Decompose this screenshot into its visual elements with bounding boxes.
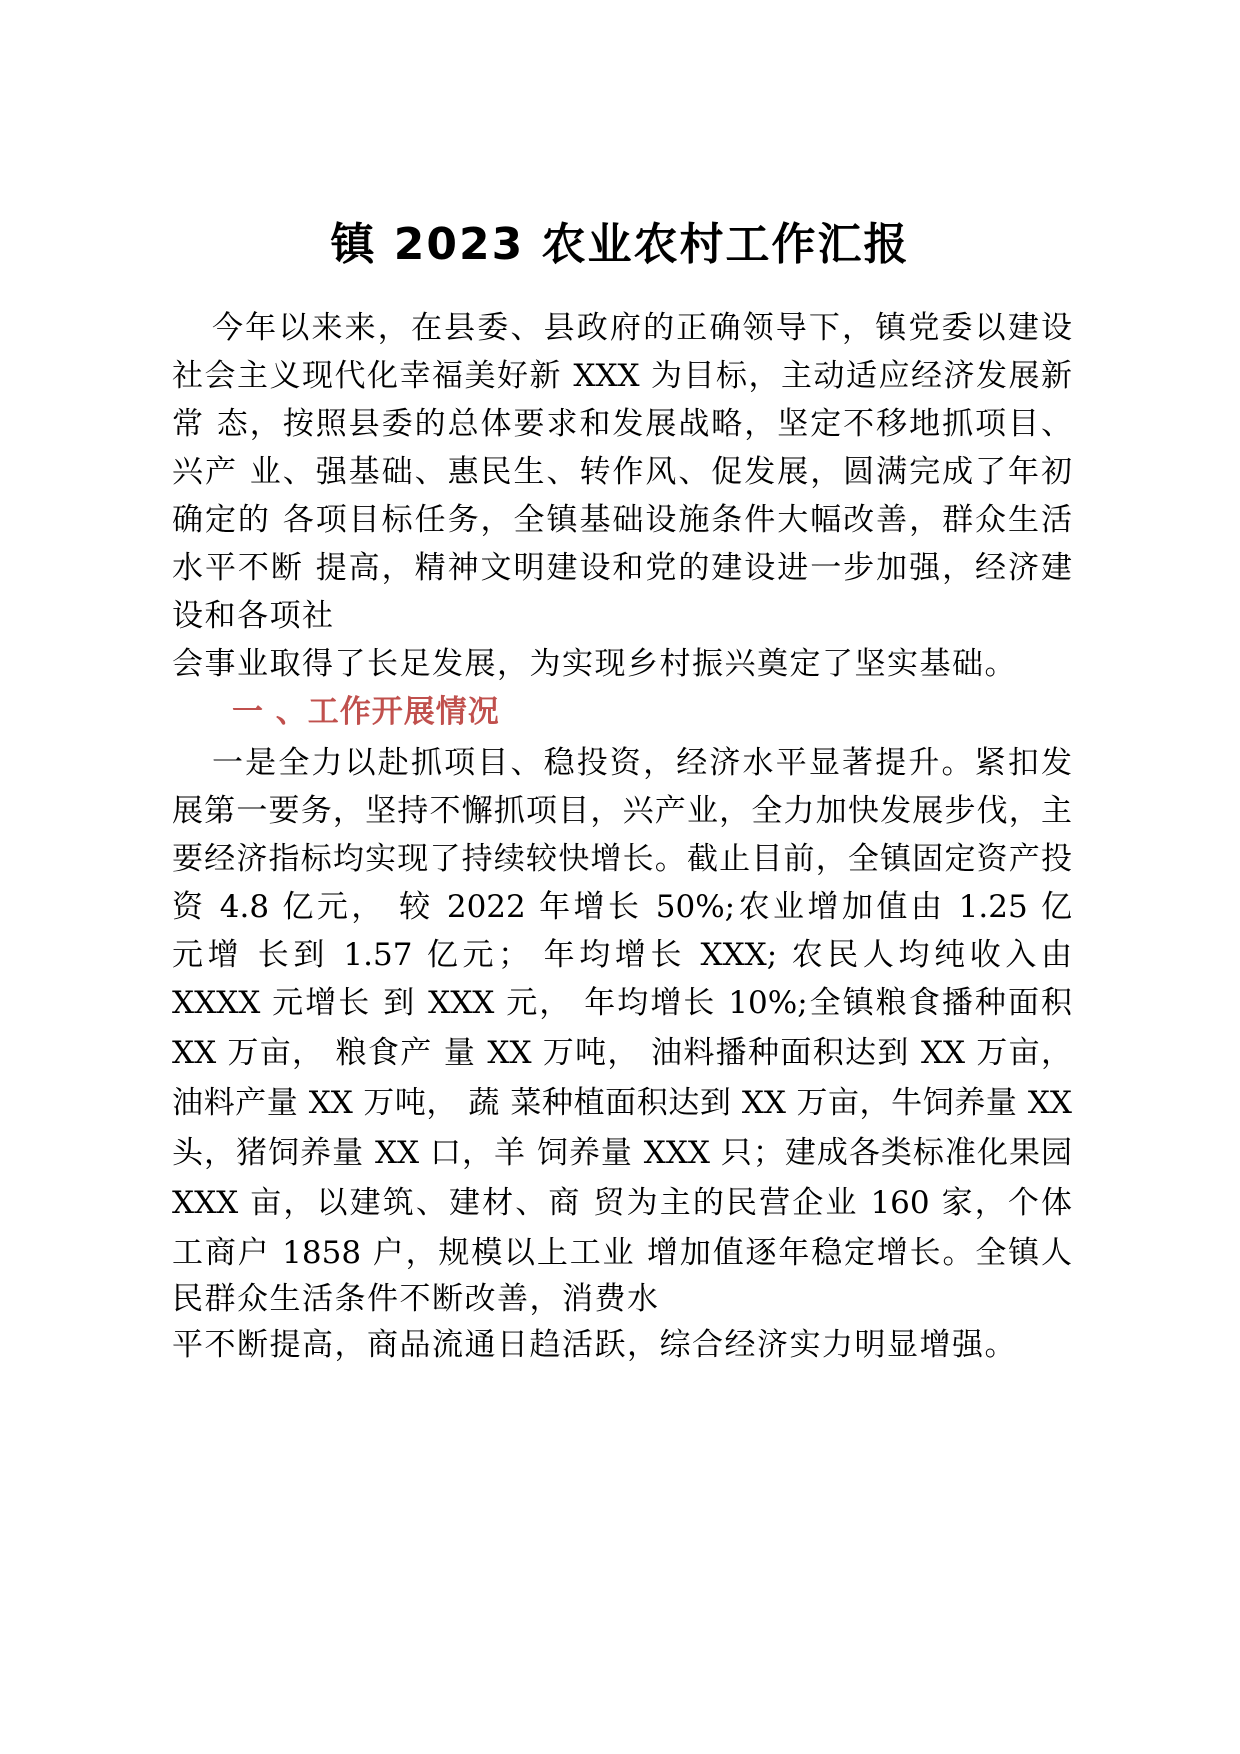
section-line: 油料产量 XX 万吨， 蔬 菜种植面积达到 XX 万亩，牛饲养量 XX bbox=[172, 1085, 1072, 1121]
section-line: 要经济指标均实现了持续较快增长。截止目前，全镇固定资产投 bbox=[172, 841, 1072, 877]
section-heading: 一 、工作开展情况 bbox=[232, 694, 500, 730]
section-line: XX 万亩， 粮食产 量 XX 万吨， 油料播种面积达到 XX 万亩， bbox=[172, 1035, 1072, 1071]
intro-line: 会事业取得了长足发展，为实现乡村振兴奠定了坚实基础。 bbox=[172, 646, 1017, 682]
section-line: 民群众生活条件不断改善，消费水 bbox=[172, 1281, 660, 1317]
section-line: 工商户 1858 户，规模以上工业 增加值逐年稳定增长。全镇人 bbox=[172, 1235, 1072, 1271]
section-line: 平不断提高，商品流通日趋活跃，综合经济实力明显增强。 bbox=[172, 1327, 1017, 1363]
intro-line: 常 态，按照县委的总体要求和发展战略，坚定不移地抓项目、 bbox=[172, 406, 1072, 442]
section-line: XXX 亩，以建筑、建材、商 贸为主的民营企业 160 家，个体 bbox=[172, 1185, 1072, 1221]
section-line: 资 4.8 亿元， 较 2022 年增长 50%;农业增加值由 1.25 亿 bbox=[172, 889, 1072, 925]
section-line: 一是全力以赴抓项目、稳投资，经济水平显著提升。紧扣发 bbox=[212, 745, 1072, 781]
intro-line: 设和各项社 bbox=[172, 598, 335, 634]
document-title: 镇 2023 农业农村工作汇报 bbox=[330, 219, 910, 270]
intro-line: 水平不断 提高，精神文明建设和党的建设进一步加强，经济建 bbox=[172, 550, 1072, 586]
section-line: 头，猪饲养量 XX 口，羊 饲养量 XXX 只；建成各类标准化果园 bbox=[172, 1135, 1072, 1171]
intro-line: 确定的 各项目标任务，全镇基础设施条件大幅改善，群众生活 bbox=[172, 502, 1072, 538]
intro-line: 今年以来来，在县委、县政府的正确领导下，镇党委以建设 bbox=[212, 310, 1072, 346]
intro-line: 兴产 业、强基础、惠民生、转作风、促发展，圆满完成了年初 bbox=[172, 454, 1072, 490]
section-line: 展第一要务，坚持不懈抓项目，兴产业，全力加快发展步伐，主 bbox=[172, 793, 1072, 829]
intro-line: 社会主义现代化幸福美好新 XXX 为目标，主动适应经济发展新 bbox=[172, 358, 1072, 394]
section-line: XXXX 元增长 到 XXX 元， 年均增长 10%;全镇粮食播种面积 bbox=[172, 985, 1072, 1021]
section-line: 元增 长到 1.57 亿元； 年均增长 XXX; 农民人均纯收入由 bbox=[172, 937, 1072, 973]
